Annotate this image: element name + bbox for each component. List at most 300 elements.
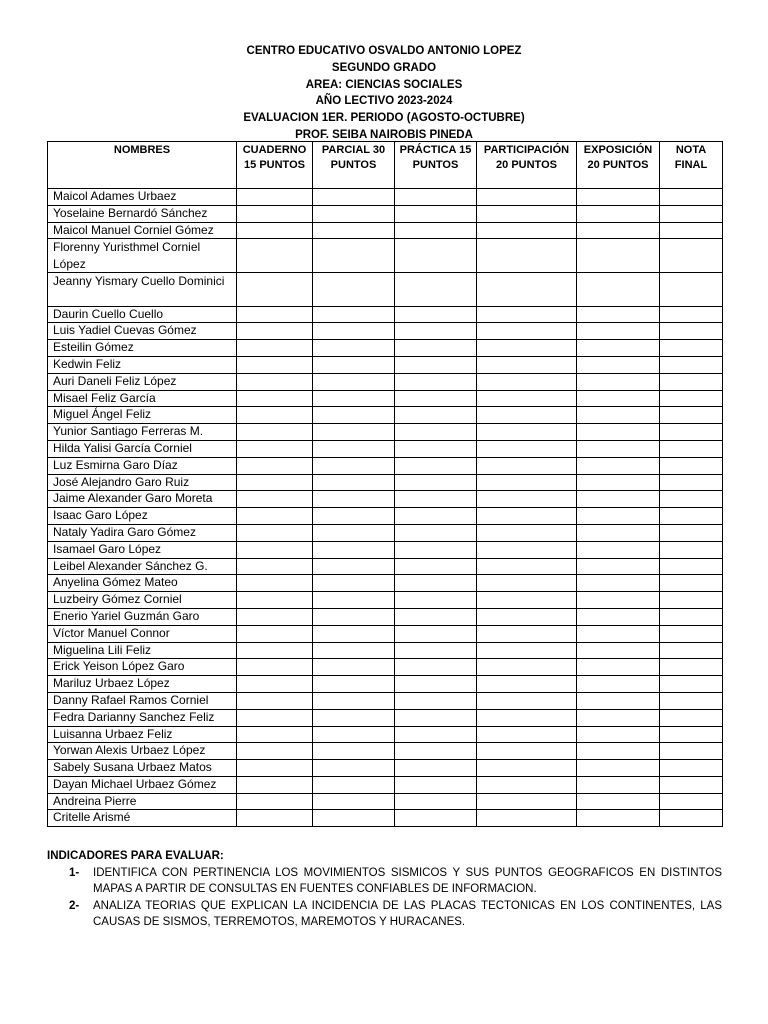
grade-cell (313, 608, 395, 625)
grade-cell (660, 272, 723, 306)
col-nombres-header: NOMBRES (48, 142, 237, 189)
grade-cell (395, 541, 477, 558)
grade-cell (577, 205, 660, 222)
grade-cell (660, 776, 723, 793)
student-name: Sabely Susana Urbaez Matos (48, 760, 237, 777)
grade-cell (577, 760, 660, 777)
grade-cell (237, 390, 313, 407)
grade-cell (660, 676, 723, 693)
grade-cell (477, 205, 577, 222)
grade-cell (313, 659, 395, 676)
col-practica-header: PRÁCTICA 15 PUNTOS (395, 142, 477, 189)
grade-cell (660, 541, 723, 558)
grade-cell (660, 306, 723, 323)
grade-cell (660, 810, 723, 827)
grade-cell (660, 356, 723, 373)
grade-cell (477, 323, 577, 340)
grade-cell (477, 356, 577, 373)
indicator-number-wrap (47, 865, 93, 882)
student-row (48, 743, 723, 760)
grade-cell (237, 205, 313, 222)
student-row (48, 508, 723, 525)
indicators-section (47, 848, 722, 931)
grade-cell (477, 239, 577, 273)
grade-cell (237, 340, 313, 357)
student-name: Critelle Arismé (48, 810, 237, 827)
grade-cell (577, 810, 660, 827)
student-name: Yorwan Alexis Urbaez López (48, 743, 237, 760)
grade-cell (660, 625, 723, 642)
grade-cell (577, 222, 660, 239)
grade-cell (313, 692, 395, 709)
grade-cell (577, 356, 660, 373)
grade-cell (237, 239, 313, 273)
grade-cell (477, 390, 577, 407)
student-name: Dayan Michael Urbaez Gómez (48, 776, 237, 793)
grade-cell (313, 457, 395, 474)
grade-cell (395, 676, 477, 693)
grade-cell (660, 340, 723, 357)
grade-cell (577, 474, 660, 491)
grade-cell (395, 323, 477, 340)
grade-cell (477, 592, 577, 609)
grade-cell (395, 222, 477, 239)
grade-cell (395, 491, 477, 508)
student-row (48, 793, 723, 810)
indicators-list (47, 865, 722, 931)
grade-cell (313, 272, 395, 306)
grade-cell (395, 776, 477, 793)
grade-cell (237, 373, 313, 390)
student-row (48, 440, 723, 457)
school-name: CENTRO EDUCATIVO OSVALDO ANTONIO LOPEZ (246, 45, 522, 57)
grade-cell (395, 424, 477, 441)
grade-cell (477, 743, 577, 760)
grade-cell (660, 524, 723, 541)
grade-cell (395, 625, 477, 642)
grade-cell (237, 457, 313, 474)
grade-cell (237, 356, 313, 373)
grade-cell (477, 692, 577, 709)
grade-cell (395, 709, 477, 726)
grade-cell (660, 205, 723, 222)
grade-cell (313, 306, 395, 323)
grade-cell (237, 659, 313, 676)
grade-cell (395, 524, 477, 541)
student-row (48, 558, 723, 575)
grade-cell (577, 390, 660, 407)
grade-cell (237, 625, 313, 642)
grade-cell (477, 575, 577, 592)
student-row (48, 390, 723, 407)
indicator-number: 2- (69, 899, 80, 912)
student-name: Luz Esmirna Garo Díaz (48, 457, 237, 474)
grade-cell (577, 575, 660, 592)
grade-cell (477, 373, 577, 390)
grade-cell (395, 390, 477, 407)
grade-cell (577, 524, 660, 541)
grade-cell (660, 407, 723, 424)
grade-cell (660, 222, 723, 239)
student-name: Nataly Yadira Garo Gómez (48, 524, 237, 541)
grade-cell (660, 659, 723, 676)
grade-cell (477, 306, 577, 323)
student-name: Luisanna Urbaez Feliz (48, 726, 237, 743)
grade-cell (660, 743, 723, 760)
grade-cell (313, 474, 395, 491)
grade-cell (237, 726, 313, 743)
grade-cell (313, 373, 395, 390)
student-row (48, 541, 723, 558)
student-name: Erick Yeison López Garo (48, 659, 237, 676)
student-name: Víctor Manuel Connor (48, 625, 237, 642)
grade-cell (237, 642, 313, 659)
student-name: Yoselaine Bernardó Sánchez (48, 205, 237, 222)
grade-cell (477, 760, 577, 777)
grade-cell (395, 726, 477, 743)
student-name: Leibel Alexander Sánchez G. (48, 558, 237, 575)
student-row (48, 776, 723, 793)
student-row (48, 239, 723, 273)
grade-cell (237, 810, 313, 827)
student-name: Luzbeiry Gómez Corniel (48, 592, 237, 609)
grade-cell (660, 760, 723, 777)
grade-cell (577, 239, 660, 273)
grade-cell (237, 793, 313, 810)
grades-table-body (48, 189, 723, 827)
grade-cell (313, 340, 395, 357)
student-row (48, 726, 723, 743)
student-row (48, 272, 723, 306)
grade-cell (660, 508, 723, 525)
grade-cell (395, 373, 477, 390)
grade-cell (395, 508, 477, 525)
grade-cell (577, 373, 660, 390)
grade-cell (660, 592, 723, 609)
header-row (48, 142, 723, 189)
grade-cell (577, 776, 660, 793)
grade-cell (313, 676, 395, 693)
grade-label: SEGUNDO GRADO (331, 61, 437, 74)
student-name: Luis Yadiel Cuevas Gómez (48, 323, 237, 340)
grade-cell (395, 407, 477, 424)
teacher-label: PROF. SEIBA NAIROBIS PINEDA (295, 128, 473, 141)
grade-cell (577, 340, 660, 357)
grade-cell (313, 793, 395, 810)
student-name: Kedwin Feliz (48, 356, 237, 373)
grade-cell (477, 726, 577, 743)
grade-cell (313, 625, 395, 642)
student-row (48, 692, 723, 709)
grade-cell (577, 323, 660, 340)
grade-cell (313, 726, 395, 743)
student-row (48, 340, 723, 357)
grade-cell (237, 491, 313, 508)
grade-cell (395, 608, 477, 625)
col-participacion-header: PARTICIPACIÓN 20 PUNTOS (477, 142, 577, 189)
grade-cell (477, 440, 577, 457)
student-name: Auri Daneli Feliz López (48, 373, 237, 390)
grade-cell (477, 340, 577, 357)
grade-cell (313, 541, 395, 558)
student-row (48, 810, 723, 827)
student-row (48, 676, 723, 693)
area-label: AREA: CIENCIAS SOCIALES (305, 78, 463, 91)
grade-cell (577, 407, 660, 424)
grade-cell (395, 592, 477, 609)
grade-cell (237, 558, 313, 575)
student-name: Miguel Ángel Feliz (48, 407, 237, 424)
grade-cell (237, 508, 313, 525)
student-row (48, 474, 723, 491)
grade-cell (395, 558, 477, 575)
student-name: Florenny Yuristhmel Corniel López (48, 239, 237, 273)
grade-cell (237, 608, 313, 625)
grade-cell (660, 608, 723, 625)
student-name: Misael Feliz García (48, 390, 237, 407)
grade-cell (577, 440, 660, 457)
grade-cell (660, 373, 723, 390)
student-name: Anyelina Gómez Mateo (48, 575, 237, 592)
grade-cell (395, 743, 477, 760)
grade-cell (660, 239, 723, 273)
student-row (48, 323, 723, 340)
grade-cell (577, 676, 660, 693)
grade-cell (237, 760, 313, 777)
grade-cell (313, 407, 395, 424)
grade-cell (395, 692, 477, 709)
grade-cell (577, 625, 660, 642)
grade-cell (237, 323, 313, 340)
grade-cell (660, 709, 723, 726)
grade-cell (477, 793, 577, 810)
student-row (48, 592, 723, 609)
grade-cell (395, 760, 477, 777)
student-row (48, 205, 723, 222)
grade-cell (395, 642, 477, 659)
grade-cell (237, 743, 313, 760)
grade-cell (395, 810, 477, 827)
grade-cell (395, 356, 477, 373)
grade-cell (477, 524, 577, 541)
grade-cell (237, 407, 313, 424)
student-name: Andreina Pierre (48, 793, 237, 810)
student-row (48, 356, 723, 373)
grade-cell (313, 508, 395, 525)
grade-cell (313, 390, 395, 407)
school-year-label: AÑO LECTIVO 2023-2024 (315, 95, 453, 108)
grade-cell (313, 709, 395, 726)
indicator-item (47, 865, 722, 898)
student-row (48, 760, 723, 777)
grade-cell (313, 743, 395, 760)
grade-cell (477, 608, 577, 625)
grade-cell (577, 306, 660, 323)
grade-cell (237, 306, 313, 323)
grade-cell (477, 474, 577, 491)
col-cuaderno-header: CUADERNO 15 PUNTOS (237, 142, 313, 189)
indicator-number: 1- (69, 866, 80, 879)
grade-cell (313, 205, 395, 222)
grade-cell (477, 776, 577, 793)
grade-cell (660, 642, 723, 659)
student-row (48, 222, 723, 239)
student-row (48, 524, 723, 541)
grade-cell (313, 592, 395, 609)
grade-cell (477, 659, 577, 676)
grade-cell (577, 642, 660, 659)
grade-cell (577, 659, 660, 676)
student-name: Maicol Adames Urbaez (48, 189, 237, 206)
col-exposicion-header: EXPOSICIÓN 20 PUNTOS (577, 142, 660, 189)
grade-cell (577, 541, 660, 558)
student-row (48, 189, 723, 206)
student-name: Enerio Yariel Guzmán Garo (48, 608, 237, 625)
evaluation-period-label: EVALUACION 1ER. PERIODO (AGOSTO-OCTUBRE) (243, 112, 525, 125)
grade-cell (313, 189, 395, 206)
student-row (48, 709, 723, 726)
col-nota-final-header: NOTA FINAL (660, 142, 723, 189)
student-row (48, 373, 723, 390)
student-name: Jaime Alexander Garo Moreta (48, 491, 237, 508)
grade-cell (577, 491, 660, 508)
student-row (48, 457, 723, 474)
grades-table (47, 141, 723, 827)
student-name: Mariluz Urbaez López (48, 676, 237, 693)
grade-cell (313, 642, 395, 659)
grade-cell (237, 575, 313, 592)
grade-cell (395, 340, 477, 357)
grade-cell (577, 272, 660, 306)
student-name: Yunior Santiago Ferreras M. (48, 424, 237, 441)
grade-cell (237, 676, 313, 693)
indicator-text: ANALIZA TEORIAS QUE EXPLICAN LA INCIDENCIA DE LAS PLACAS TECTONICAS EN LOS CONTINENTES, LAS CAUSAS DE SISMOS, TERREMOTOS, MAREMOTOS Y HURACANES. (93, 899, 722, 929)
student-name: José Alejandro Garo Ruiz (48, 474, 237, 491)
grade-cell (477, 625, 577, 642)
grade-cell (313, 776, 395, 793)
grade-cell (237, 222, 313, 239)
grade-cell (477, 541, 577, 558)
grade-cell (577, 709, 660, 726)
grade-cell (660, 575, 723, 592)
grade-cell (660, 390, 723, 407)
grade-cell (395, 457, 477, 474)
grade-cell (660, 692, 723, 709)
grade-cell (660, 440, 723, 457)
grade-cell (660, 558, 723, 575)
grade-cell (660, 726, 723, 743)
student-row (48, 424, 723, 441)
grade-cell (477, 676, 577, 693)
grade-cell (660, 491, 723, 508)
grade-cell (577, 692, 660, 709)
student-row (48, 575, 723, 592)
grade-cell (313, 222, 395, 239)
grade-cell (237, 474, 313, 491)
grade-cell (237, 272, 313, 306)
grade-cell (577, 743, 660, 760)
grade-cell (660, 323, 723, 340)
student-name: Daurin Cuello Cuello (48, 306, 237, 323)
grade-cell (237, 524, 313, 541)
indicator-number-wrap (47, 898, 93, 915)
grade-cell (395, 306, 477, 323)
student-name: Hilda Yalisi García Corniel (48, 440, 237, 457)
grade-cell (395, 189, 477, 206)
grade-cell (313, 810, 395, 827)
grade-cell (395, 575, 477, 592)
grade-cell (577, 592, 660, 609)
student-name: Danny Rafael Ramos Corniel (48, 692, 237, 709)
indicator-text: IDENTIFICA CON PERTINENCIA LOS MOVIMIENTOS SISMICOS Y SUS PUNTOS GEOGRAFICOS EN DISTINTOS MAPAS A PARTIR DE CONSULTAS EN FUENTES CONFIABLES DE INFORMACION. (93, 866, 722, 896)
student-name: Esteilin Gómez (48, 340, 237, 357)
grade-cell (313, 440, 395, 457)
grade-cell (477, 189, 577, 206)
grade-cell (477, 457, 577, 474)
grade-cell (477, 810, 577, 827)
grade-cell (395, 272, 477, 306)
student-row (48, 491, 723, 508)
grade-cell (237, 440, 313, 457)
grade-cell (237, 776, 313, 793)
grade-cell (313, 524, 395, 541)
student-name: Maicol Manuel Corniel Gómez (48, 222, 237, 239)
grade-cell (477, 407, 577, 424)
grade-cell (395, 659, 477, 676)
grade-cell (660, 424, 723, 441)
grade-cell (660, 793, 723, 810)
grade-cell (237, 189, 313, 206)
grade-cell (237, 692, 313, 709)
grade-cell (395, 474, 477, 491)
grade-cell (395, 793, 477, 810)
grades-table-header (48, 142, 723, 189)
student-row (48, 642, 723, 659)
grade-cell (395, 205, 477, 222)
grade-cell (237, 541, 313, 558)
grade-cell (313, 356, 395, 373)
grade-cell (577, 424, 660, 441)
grade-cell (477, 222, 577, 239)
grade-cell (313, 575, 395, 592)
grade-cell (660, 474, 723, 491)
document-header (0, 43, 768, 144)
grade-cell (395, 440, 477, 457)
grade-cell (237, 592, 313, 609)
grade-cell (313, 424, 395, 441)
grade-cell (577, 189, 660, 206)
grade-cell (477, 508, 577, 525)
student-name: Miguelina Lili Feliz (48, 642, 237, 659)
grade-cell (477, 642, 577, 659)
grade-cell (237, 424, 313, 441)
col-parcial-header: PARCIAL 30 PUNTOS (313, 142, 395, 189)
student-row (48, 306, 723, 323)
grade-cell (477, 558, 577, 575)
grade-cell (313, 491, 395, 508)
grade-cell (577, 608, 660, 625)
grade-cell (577, 726, 660, 743)
grade-cell (660, 457, 723, 474)
student-row (48, 608, 723, 625)
student-name: Fedra Darianny Sanchez Feliz (48, 709, 237, 726)
grade-cell (477, 491, 577, 508)
grade-cell (577, 457, 660, 474)
grade-cell (577, 793, 660, 810)
grade-cell (313, 323, 395, 340)
grade-cell (237, 709, 313, 726)
student-row (48, 625, 723, 642)
